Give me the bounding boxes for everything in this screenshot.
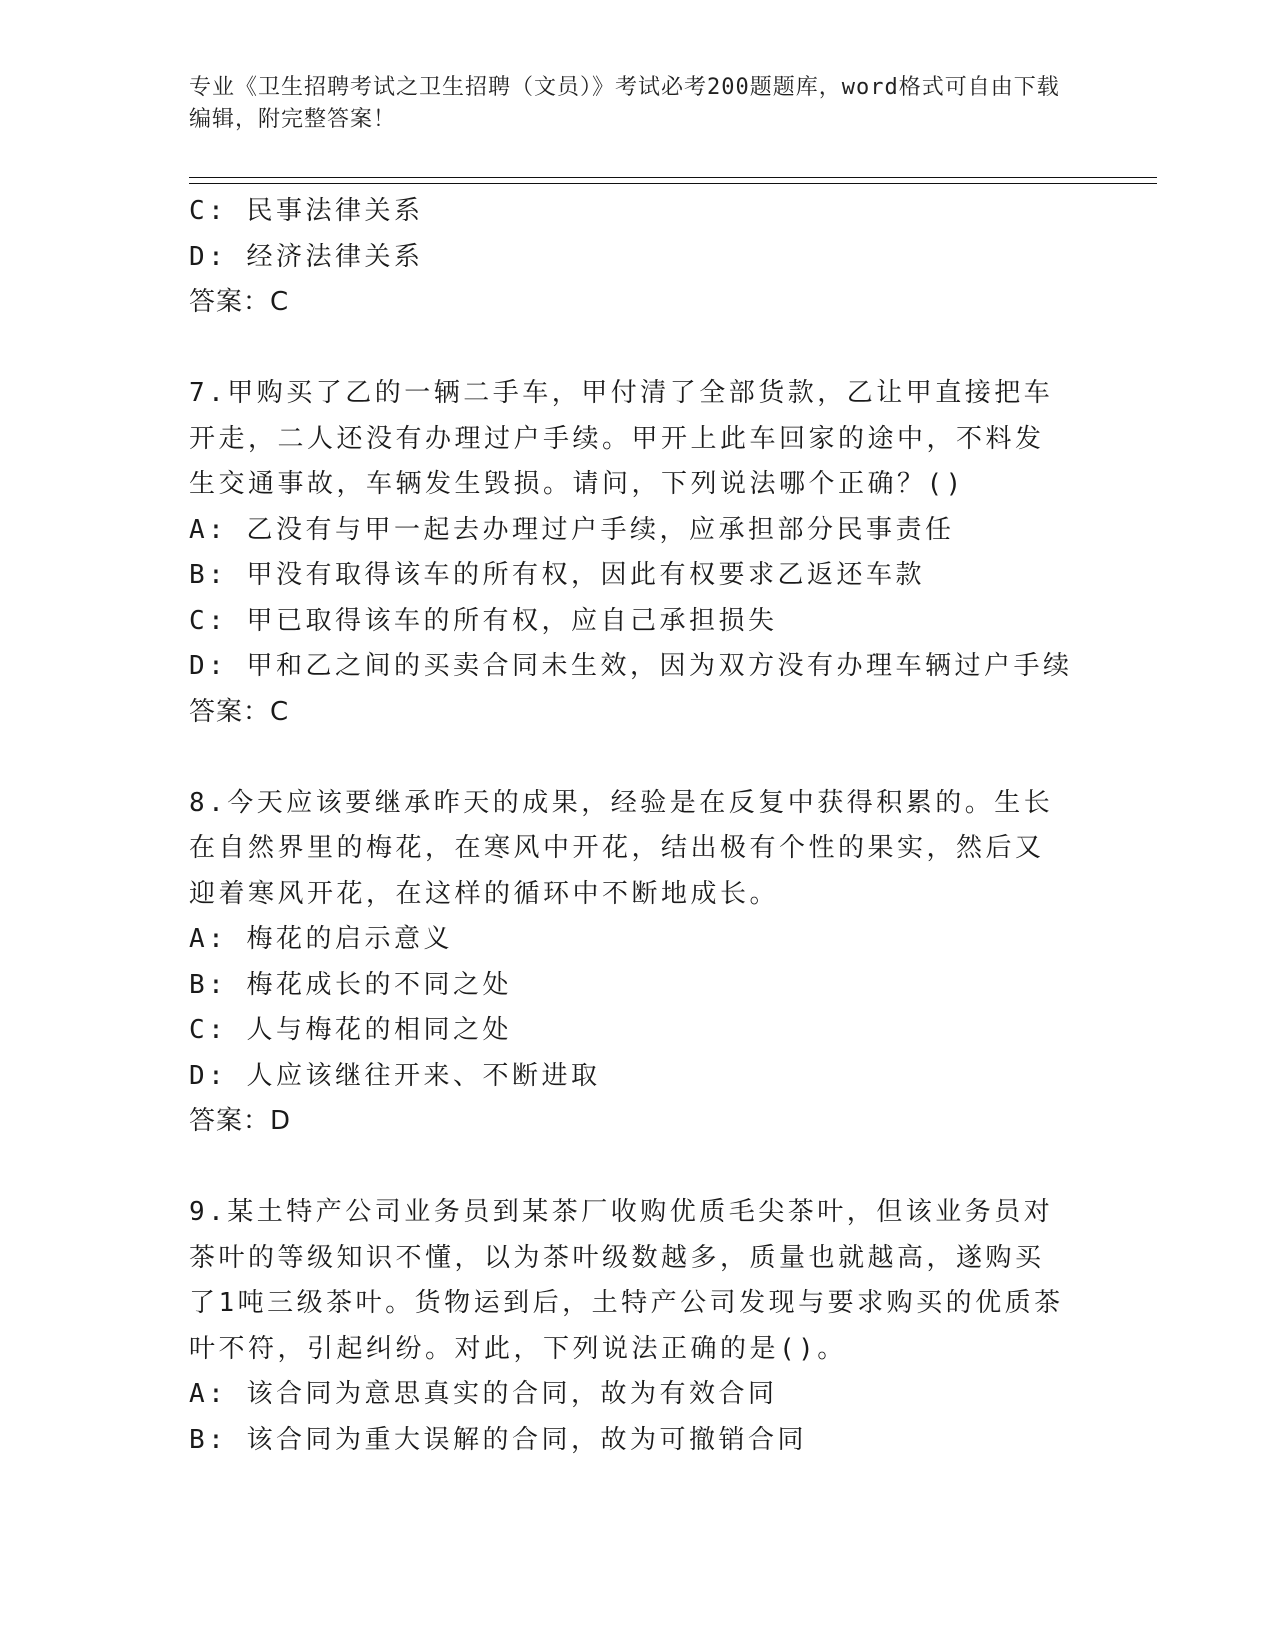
option-c: C: 民事法律关系 bbox=[189, 196, 424, 226]
option-b: B: 该合同为重大误解的合同，故为可撤销合同 bbox=[189, 1424, 807, 1455]
question-8 bbox=[189, 781, 1069, 1145]
answer-line: 答案：D bbox=[189, 1106, 292, 1136]
document-header: 专业《卫生招聘考试之卫生招聘（文员）》考试必考200题题库，word格式可自由下载编辑，附完整答案！ bbox=[189, 75, 1060, 132]
spacer bbox=[189, 1145, 1069, 1191]
question-fragment bbox=[189, 189, 1069, 326]
option-a: A: 乙没有与甲一起去办理过户手续，应承担部分民事责任 bbox=[189, 514, 955, 545]
option-d: D: 人应该继往开来、不断进取 bbox=[189, 1060, 601, 1091]
document-body bbox=[189, 189, 1073, 1463]
header-divider-bottom bbox=[189, 183, 1157, 184]
option-d: D: 经济法律关系 bbox=[189, 241, 424, 272]
option-c: C: 甲已取得该车的所有权，应自己承担损失 bbox=[189, 605, 778, 636]
option-d: D: 甲和乙之间的买卖合同未生效，因为双方没有办理车辆过户手续 bbox=[189, 651, 1073, 681]
answer-line: 答案：C bbox=[189, 696, 290, 727]
option-c: C: 人与梅花的相同之处 bbox=[189, 1015, 512, 1045]
option-b: B: 梅花成长的不同之处 bbox=[189, 969, 512, 1000]
option-a: A: 该合同为意思真实的合同，故为有效合同 bbox=[189, 1379, 778, 1409]
header-divider-top bbox=[189, 177, 1157, 178]
question-7 bbox=[189, 371, 1073, 735]
question-text: 7.甲购买了乙的一辆二手车，甲付清了全部货款，乙让甲直接把车开走，二人还没有办理过户手续。甲开上此车回家的途中，不料发生交通事故，车辆发生毁损。请问，下列说法哪个正确？() bbox=[189, 378, 1054, 499]
question-text: 8.今天应该要继承昨天的成果，经验是在反复中获得积累的。生长在自然界里的梅花，在寒风中开花，结出极有个性的果实，然后又迎着寒风开花，在这样的循环中不断地成长。 bbox=[189, 787, 1054, 909]
answer-line: 答案：C bbox=[189, 287, 290, 317]
option-a: A: 梅花的启示意义 bbox=[189, 924, 453, 954]
option-b: B: 甲没有取得该车的所有权，因此有权要求乙返还车款 bbox=[189, 560, 925, 590]
spacer bbox=[189, 735, 1069, 781]
question-text: 9.某土特产公司业务员到某茶厂收购优质毛尖茶叶，但该业务员对茶叶的等级知识不懂，以为茶叶级数越多，质量也就越高，遂购买了1吨三级茶叶。货物运到后，土特产公司发现与要求购买的优质茶叶不符，引起纠纷。对此，下列说法正确的是()。 bbox=[189, 1197, 1064, 1364]
question-9 bbox=[189, 1190, 1069, 1463]
spacer bbox=[189, 326, 1069, 372]
